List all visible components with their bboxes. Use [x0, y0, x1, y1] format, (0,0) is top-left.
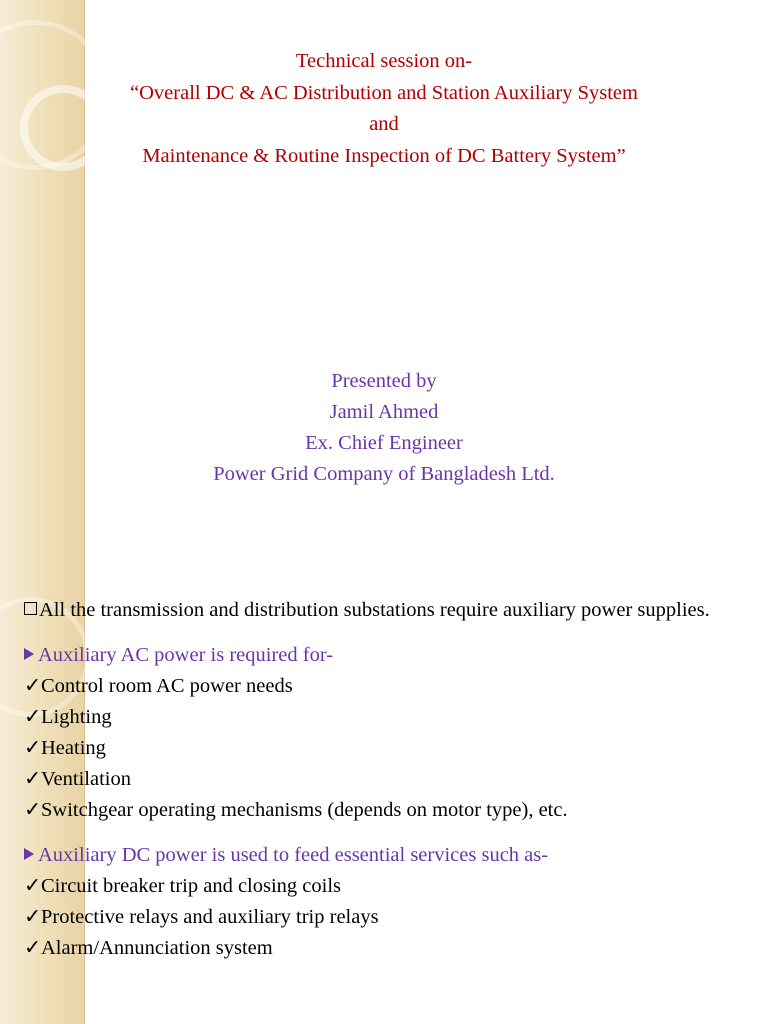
presenter-line: Presented by: [331, 370, 437, 392]
checkmark-icon: ✓: [24, 675, 42, 697]
session-title: [0, 46, 768, 172]
spacer: [24, 826, 742, 840]
list-item-text: Switchgear operating mechanisms (depends on motor type), etc.: [41, 799, 568, 821]
checkmark-icon: ✓: [24, 737, 42, 759]
list-item: [24, 902, 742, 933]
list-item: [24, 702, 742, 733]
dc-heading: [24, 840, 742, 871]
presenter-name: Jamil Ahmed: [329, 401, 439, 423]
title-line: “Overall DC & AC Distribution and Station Auxiliary System: [130, 81, 638, 104]
checkmark-icon: ✓: [24, 706, 42, 728]
list-item-text: Control room AC power needs: [41, 675, 293, 697]
list-item-text: Alarm/Annunciation system: [41, 937, 273, 959]
ac-heading: [24, 640, 742, 671]
intro-text: All the transmission and distribution substations require auxiliary power supplies.: [39, 599, 710, 621]
list-item: [24, 795, 742, 826]
list-item: [24, 671, 742, 702]
ac-heading-text: Auxiliary AC power is required for-: [38, 644, 334, 666]
presenter-role: Ex. Chief Engineer: [305, 432, 463, 454]
presenter-company: Power Grid Company of Bangladesh Ltd.: [213, 463, 555, 485]
title-line: Technical session on-: [295, 50, 473, 72]
checkbox-bullet-icon: [24, 602, 37, 615]
title-line: and: [369, 113, 399, 135]
list-item-text: Heating: [41, 737, 106, 759]
list-item: [24, 733, 742, 764]
checkmark-icon: ✓: [24, 937, 42, 959]
content-slide: [0, 577, 768, 1024]
slide-content: [24, 595, 742, 964]
checkmark-icon: ✓: [24, 768, 42, 790]
arrow-bullet-icon: [24, 848, 34, 860]
checkmark-icon: ✓: [24, 799, 42, 821]
list-item: [24, 933, 742, 964]
list-item-text: Circuit breaker trip and closing coils: [41, 875, 342, 897]
presenter-info: [0, 366, 768, 490]
list-item: [24, 764, 742, 795]
checkmark-icon: ✓: [24, 906, 42, 928]
title-line: Maintenance & Routine Inspection of DC Battery System”: [142, 144, 626, 167]
list-item-text: Ventilation: [41, 768, 131, 790]
checkmark-icon: ✓: [24, 875, 42, 897]
dc-heading-text: Auxiliary DC power is used to feed essential services such as-: [38, 844, 549, 866]
list-item-text: Protective relays and auxiliary trip relays: [41, 906, 379, 928]
arrow-bullet-icon: [24, 648, 34, 660]
list-item-text: Lighting: [41, 706, 112, 728]
intro-paragraph: [24, 595, 742, 626]
list-item: [24, 871, 742, 902]
